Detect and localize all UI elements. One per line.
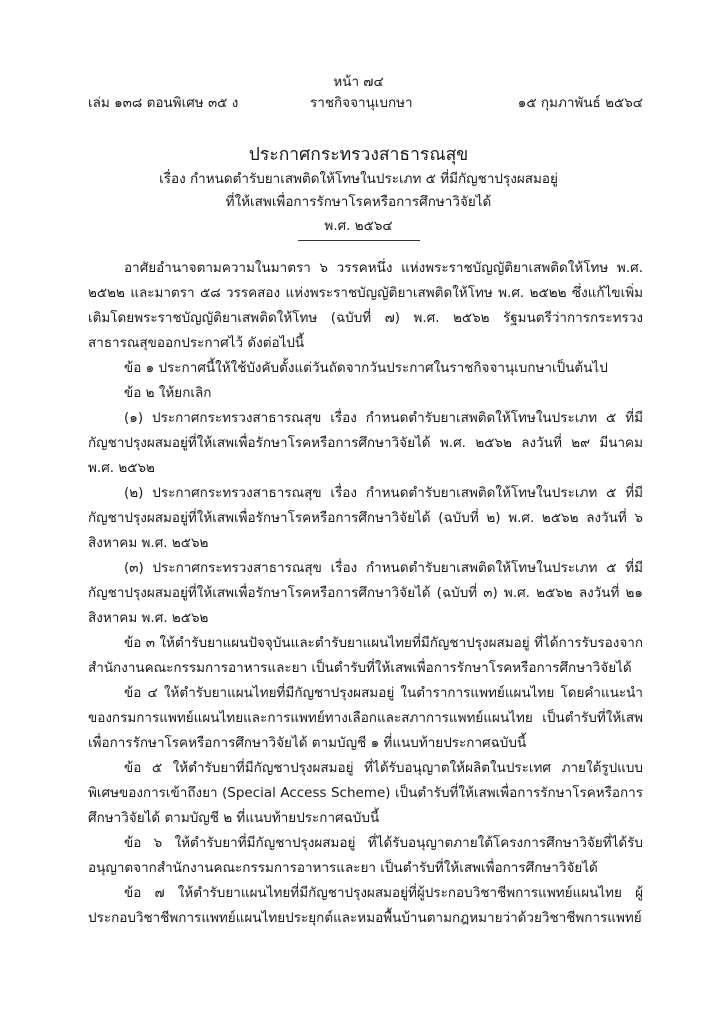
body-section-4: [88, 556, 643, 631]
subject-line-1: เรื่อง กำหนดตำรับยาเสพติดให้โทษในประเภท ๕ ที่มีกัญชาปรุงผสมอยู่: [159, 171, 558, 187]
clause-2-item-1: (๑) ประกาศกระทรวงสาธารณสุข เรื่อง กำหนดตำรับยาเสพติดให้โทษในประเภท ๕ ที่มีกัญชาปรุงผสมอยู่ที่ให้เสพเพื่อรักษาโรคหรือการศึกษาวิจัยได้ พ.ศ. ๒๕๖๒ ลงวันที่ ๒๙ มีนาคม พ.ศ. ๒๕๖๒: [88, 410, 643, 476]
body-section-5: [88, 631, 643, 681]
title-divider: [298, 240, 420, 241]
clause-1: ข้อ ๑ ประกาศนี้ให้ใช้บังคับตั้งแต่วันถัดจากวันประกาศในราชกิจจานุเบกษาเป็นต้นไป: [124, 360, 608, 376]
clause-2-item-3: (๓) ประกาศกระทรวงสาธารณสุข เรื่อง กำหนดตำรับยาเสพติดให้โทษในประเภท ๕ ที่มีกัญชาปรุงผสมอยู่ที่ให้เสพเพื่อรักษาโรคหรือการศึกษาวิจัยได้ (ฉบับที่ ๓) พ.ศ. ๒๕๖๒ ลงวันที่ ๒๑ สิงหาคม พ.ศ. ๒๕๖๒: [88, 560, 643, 626]
body-section-1: [88, 256, 643, 406]
clause-4: ข้อ ๔ ให้ตำรับยาแผนไทยที่มีกัญชาปรุงผสมอยู่ ในตำราการแพทย์แผนไทย โดยคำแนะนำของกรมการแพทย์แผนไทยและการแพทย์ทางเลือกและสภาการแพทย์แผนไทย เป็นตำรับที่ให้เสพเพื่อการรักษาโรคหรือการศึกษาวิจัยได้ ตามบัญชี ๑ ที่แนบท้ายประกาศฉบับนี้: [88, 685, 643, 751]
preamble-paragraph: อาศัยอำนาจตามความในมาตรา ๖ วรรคหนึ่ง แห่งพระราชบัญญัติยาเสพติดให้โทษ พ.ศ. ๒๕๒๒ และมาตรา ๕๘ วรรคสอง แห่งพระราชบัญญัติยาเสพติดให้โทษ พ.ศ. ๒๕๒๒ ซึ่งแก้ไขเพิ่มเติมโดยพระราชบัญญัติยาเสพติดให้โทษ (ฉบับที่ ๗) พ.ศ. ๒๕๖๒ รัฐมนตรีว่าการกระทรวงสาธารณสุขออกประกาศไว้ ดังต่อไปนี้: [88, 260, 643, 351]
announcement-year: พ.ศ. ๒๕๖๔: [324, 218, 393, 234]
body-section-2: [88, 406, 643, 481]
issue-date: ๑๕ กุมภาพันธ์ ๒๕๖๔: [517, 95, 643, 111]
clause-6: ข้อ ๖ ให้ตำรับยาที่มีกัญชาปรุงผสมอยู่ ที่ได้รับอนุญาตภายใต้โครงการศึกษาวิจัยที่ได้รับอนุญาตจากสำนักงานคณะกรรมการอาหารและยา เป็นตำรับที่ให้เสพเพื่อการศึกษาวิจัยได้: [88, 835, 643, 876]
clause-3: ข้อ ๓ ให้ตำรับยาแผนปัจจุบันและตำรับยาแผนไทยที่มีกัญชาปรุงผสมอยู่ ที่ได้การรับรองจากสำนักงานคณะกรรมการอาหารและยา เป็นตำรับที่ให้เสพเพื่อการรักษาโรคหรือการศึกษาวิจัยได้: [88, 635, 643, 676]
clause-2: ข้อ ๒ ให้ยกเลิก: [124, 385, 212, 401]
announcement-title: ประกาศกระทรวงสาธารณสุข: [248, 145, 469, 165]
page-number: หน้า ๗๔: [333, 74, 384, 90]
body-section-3: [88, 481, 643, 556]
volume-label: เล่ม ๑๓๘ ตอนพิเศษ ๓๕ ง: [88, 95, 239, 111]
body-section-9: [88, 881, 643, 931]
clause-5: ข้อ ๕ ให้ตำรับยาที่มีกัญชาปรุงผสมอยู่ ที่ได้รับอนุญาตให้ผลิตในประเทศ ภายใต้รูปแบบพิเศษของการเข้าถึงยา (Special Access Scheme) เป็นตำรับที่ให้เสพเพื่อการรักษาโรคหรือการศึกษาวิจัยได้ ตามบัญชี ๒ ที่แนบท้ายประกาศฉบับนี้: [88, 760, 643, 826]
subject-line-2: ที่ให้เสพเพื่อการรักษาโรคหรือการศึกษาวิจัยได้: [225, 194, 492, 210]
clause-7: ข้อ ๗ ให้ตำรับยาแผนไทยที่มีกัญชาปรุงผสมอยู่ที่ผู้ประกอบวิชาชีพการแพทย์แผนไทย ผู้ประกอบวิชาชีพการแพทย์แผนไทยประยุกต์และหมอพื้นบ้านตามกฎหมายว่าด้วยวิชาชีพการแพทย์: [88, 885, 643, 926]
body-section-6: [88, 681, 643, 756]
clause-2-item-2: (๒) ประกาศกระทรวงสาธารณสุข เรื่อง กำหนดตำรับยาเสพติดให้โทษในประเภท ๕ ที่มีกัญชาปรุงผสมอยู่ที่ให้เสพเพื่อรักษาโรคหรือการศึกษาวิจัยได้ (ฉบับที่ ๒) พ.ศ. ๒๕๖๒ ลงวันที่ ๖ สิงหาคม พ.ศ. ๒๕๖๒: [88, 485, 643, 551]
body-section-8: [88, 831, 643, 881]
body-section-7: [88, 756, 643, 831]
gazette-name: ราชกิจจานุเบกษา: [310, 95, 413, 111]
